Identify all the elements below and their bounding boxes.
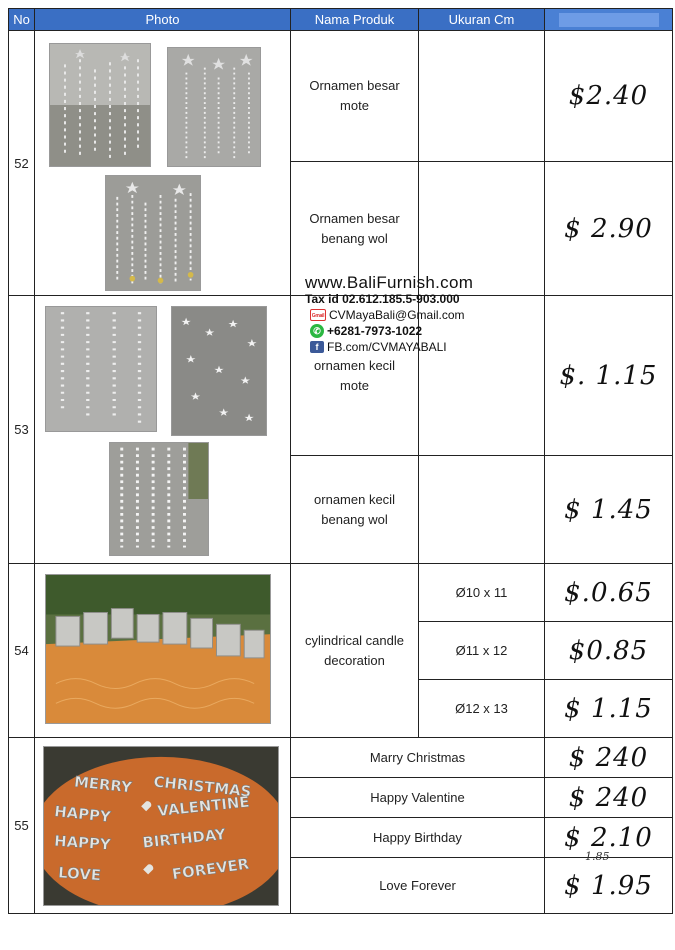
product-price: $ 2.10	[545, 818, 673, 858]
product-price: $ 240	[545, 738, 673, 778]
product-price: $ 1.95	[545, 858, 673, 914]
product-name	[291, 31, 419, 162]
table-row	[9, 564, 673, 622]
facebook-line	[305, 339, 520, 355]
website-url[interactable]: www.BaliFurnish.com	[305, 273, 474, 292]
email-line	[305, 307, 520, 323]
header-price-blank	[559, 13, 659, 27]
product-price: $ 2.90	[545, 162, 673, 296]
header-size: Ukuran Cm	[419, 9, 545, 31]
product-table	[8, 8, 673, 914]
product-name-line: cylindrical candle	[305, 632, 404, 648]
product-name-line: Ornamen besar	[309, 78, 400, 93]
product-photo	[171, 306, 267, 436]
item-photo-55	[35, 738, 291, 914]
table-row	[9, 738, 673, 778]
product-name-line: ornamen kecil	[314, 491, 395, 507]
letters-christmas: CHRISTMAS	[152, 773, 253, 801]
product-name: Happy Valentine	[291, 778, 545, 818]
product-photo	[109, 442, 209, 556]
product-name: Happy Birthday	[291, 818, 545, 858]
facebook-icon: f	[310, 341, 324, 353]
item-photo-54	[35, 564, 291, 738]
table-row	[9, 31, 673, 162]
item-number: 54	[9, 564, 35, 738]
product-size: Ø11 x 12	[419, 622, 545, 680]
item-photo-53	[35, 296, 291, 564]
email-address[interactable]: CVMayaBali@Gmail.com	[329, 308, 465, 322]
product-size	[419, 31, 545, 162]
product-photo	[45, 574, 271, 724]
product-name-line: decoration	[324, 652, 385, 668]
item-number: 52	[9, 31, 35, 296]
product-price: $.0.65	[545, 564, 673, 622]
header-price	[545, 9, 673, 31]
product-photo	[43, 746, 279, 906]
letters-merry: MERRY	[73, 773, 133, 797]
contact-watermark	[305, 274, 520, 355]
product-photo	[105, 175, 201, 291]
product-size	[419, 456, 545, 564]
price-correction-note: 1.85	[585, 850, 610, 863]
letters-happy: HAPPY	[53, 803, 112, 826]
header-no: No	[9, 9, 35, 31]
letters-happy-2: HAPPY	[53, 832, 112, 854]
product-name-line: ornamen kecil mote	[314, 357, 395, 393]
header-photo: Photo	[35, 9, 291, 31]
letters-forever: FOREVER	[171, 855, 251, 884]
product-name-line: mote	[340, 98, 369, 113]
facebook-url[interactable]: FB.com/CVMAYABALI	[327, 340, 447, 354]
gmail-icon: Gmail	[310, 309, 326, 321]
product-price: $ 1.45	[545, 456, 673, 564]
product-price: $ 240	[545, 778, 673, 818]
table-header-row	[9, 9, 673, 31]
product-name	[291, 564, 419, 738]
product-size: Ø12 x 13	[419, 680, 545, 738]
item-photo-52	[35, 31, 291, 296]
product-price: $ 1.15	[545, 680, 673, 738]
item-number: 53	[9, 296, 35, 564]
tax-id: Tax id 02.612.185.5-903.000	[305, 292, 460, 306]
product-size: Ø10 x 11	[419, 564, 545, 622]
whatsapp-icon: ✆	[310, 324, 324, 338]
product-name-line: Ornamen besar	[309, 210, 400, 226]
product-name-line: benang wol	[321, 230, 388, 246]
product-name: Love Forever	[291, 858, 545, 914]
letters-love: LOVE	[57, 864, 102, 885]
phone-line	[305, 323, 520, 339]
header-name: Nama Produk	[291, 9, 419, 31]
letters-birthday: BIRTHDAY	[141, 826, 227, 852]
product-photo	[45, 306, 157, 432]
product-price: $2.40	[545, 31, 673, 162]
product-name	[291, 456, 419, 564]
item-number: 55	[9, 738, 35, 914]
product-photo	[49, 43, 151, 167]
phone-number[interactable]: +6281-7973-1022	[327, 324, 423, 338]
letters-valentine: VALENTINE	[156, 793, 251, 821]
product-name: Marry Christmas	[291, 738, 545, 778]
product-photo	[167, 47, 261, 167]
product-price: $0.85	[545, 622, 673, 680]
product-name-line: benang wol	[321, 511, 388, 527]
product-price: $. 1.15	[545, 296, 673, 456]
